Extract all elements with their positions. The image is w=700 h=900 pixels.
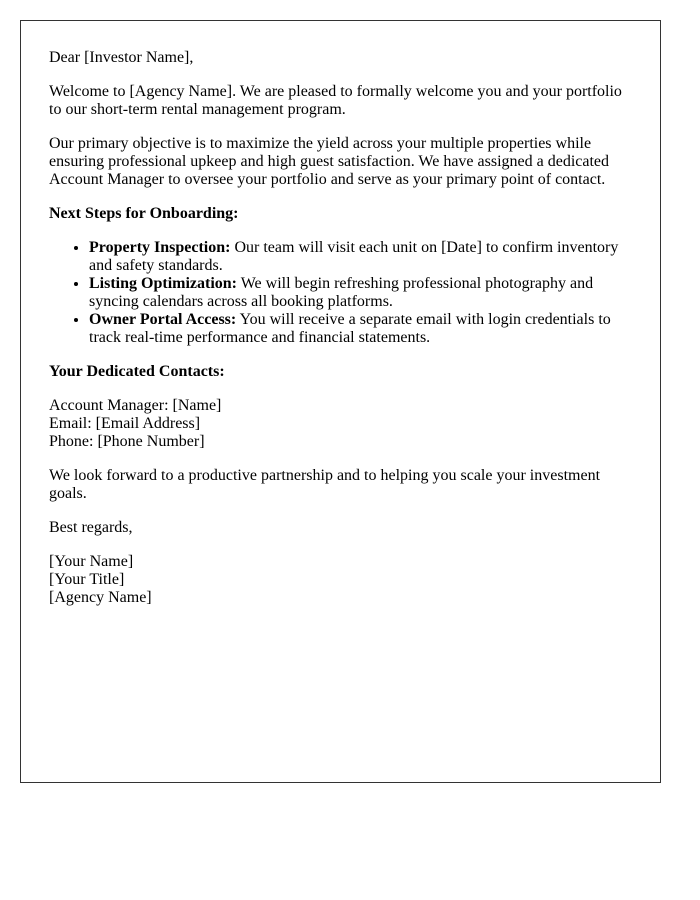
intro-paragraph: Welcome to [Agency Name]. We are pleased to formally welcome you and your portfolio to our short-term rental management program.	[49, 83, 622, 118]
contacts-heading	[49, 363, 632, 381]
step-text: We will begin refreshing professional photography and syncing calendars across all booking platforms.	[89, 275, 594, 310]
step-text: Our team will visit each unit on [Date] to confirm inventory and safety standards.	[89, 239, 619, 274]
step-title: Property Inspection:	[89, 239, 231, 256]
list-item	[89, 275, 632, 311]
onboarding-steps-list	[49, 239, 632, 347]
signature-agency: [Agency Name]	[49, 589, 152, 606]
objective-paragraph: Our primary objective is to maximize the yield across your multiple properties while ensuring professional upkeep and high guest satisfaction. We have assigned a dedicated Account Manager to oversee your portfolio and serve as your primary point of contact.	[49, 135, 610, 188]
next-steps-heading	[49, 205, 632, 223]
step-title: Owner Portal Access:	[89, 311, 237, 328]
signature-name: [Your Name]	[49, 553, 134, 570]
signoff: Best regards,	[49, 519, 133, 536]
signature-title: [Your Title]	[49, 571, 125, 588]
signature-block	[49, 553, 632, 607]
next-steps-heading-text: Next Steps for Onboarding:	[49, 205, 239, 222]
closing-paragraph: We look forward to a productive partnership and to helping you scale your investment goals.	[49, 467, 601, 502]
contact-email: Email: [Email Address]	[49, 415, 201, 432]
contacts-block	[49, 397, 632, 451]
salutation: Dear [Investor Name],	[49, 49, 194, 66]
step-title: Listing Optimization:	[89, 275, 238, 292]
list-item	[89, 239, 632, 275]
contact-phone: Phone: [Phone Number]	[49, 433, 205, 450]
contacts-heading-text: Your Dedicated Contacts:	[49, 363, 225, 380]
list-item	[89, 311, 632, 347]
account-manager: Account Manager: [Name]	[49, 397, 222, 414]
step-text: You will receive a separate email with login credentials to track real-time performance and financial statements.	[89, 311, 611, 346]
letter	[20, 20, 661, 783]
